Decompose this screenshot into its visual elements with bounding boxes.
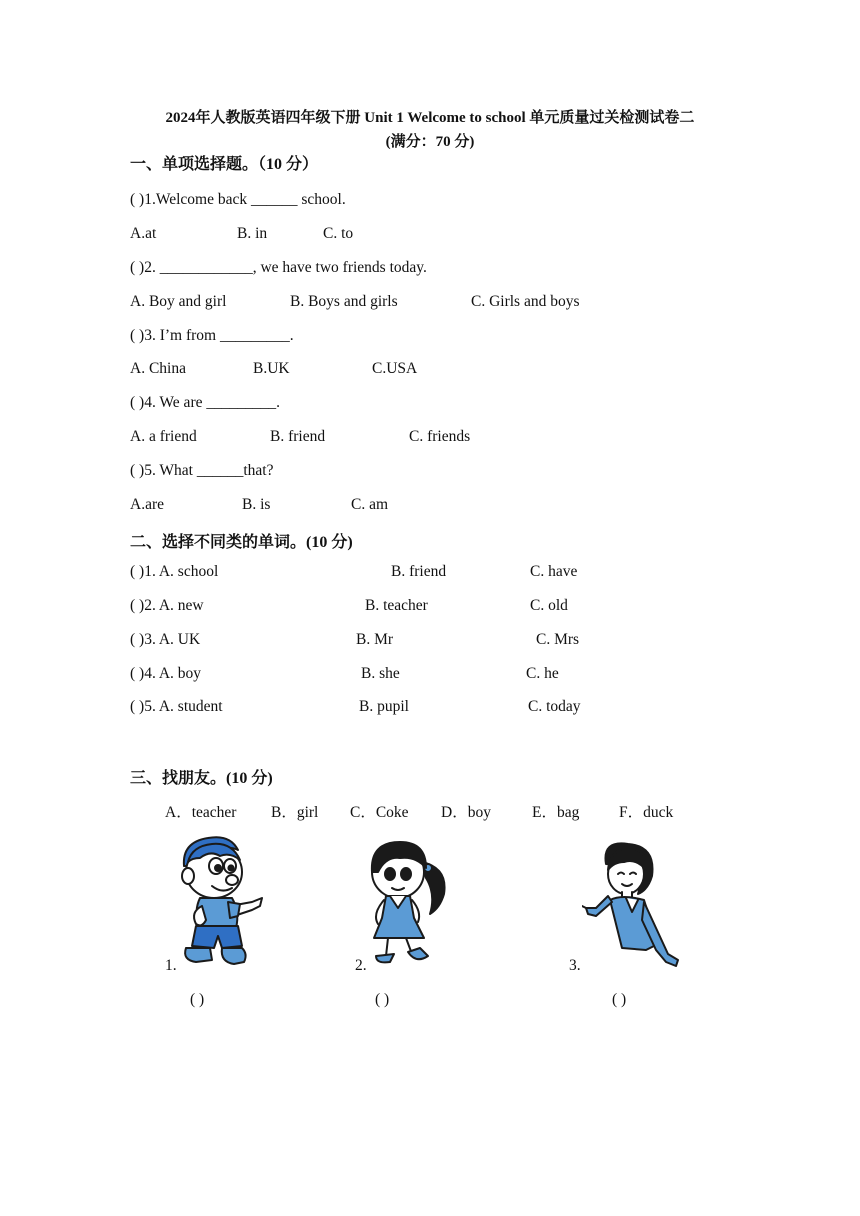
teacher-picture: [582, 840, 686, 970]
item-number: 1.: [165, 957, 177, 974]
option-b: B. teacher: [365, 597, 428, 614]
page-subtitle: (满分：70 分): [385, 134, 475, 150]
match-option: E．bag: [532, 804, 580, 821]
option-a: A.are: [130, 496, 164, 513]
option-c: C. have: [530, 563, 578, 580]
girl-picture: [364, 838, 450, 970]
option-b: B. friend: [391, 563, 447, 580]
question-stem: ( )2. ____________, we have two friends today.: [130, 259, 427, 276]
option-b: B. is: [242, 496, 271, 513]
option-c: C. today: [528, 698, 581, 715]
option-b: B. pupil: [359, 698, 409, 715]
match-option: C．Coke: [350, 804, 409, 821]
option-b: B. she: [361, 665, 400, 682]
question-stem: ( )3. I’m from _________.: [130, 327, 294, 344]
question-stem: ( )1.Welcome back ______ school.: [130, 191, 346, 208]
option-c: C.USA: [372, 360, 418, 377]
match-option: F．duck: [619, 804, 674, 821]
option-a: ( )1. A. school: [130, 563, 219, 580]
option-b: B. friend: [270, 428, 326, 445]
match-option: A．teacher: [165, 804, 237, 821]
option-c: C. old: [530, 597, 568, 614]
item-number: 2.: [355, 957, 367, 974]
option-b: B.UK: [253, 360, 290, 377]
option-a: A.at: [130, 225, 157, 242]
option-a: A. Boy and girl: [130, 293, 227, 310]
option-c: C. Girls and boys: [471, 293, 580, 310]
option-b: B. Boys and girls: [290, 293, 398, 310]
option-a: ( )5. A. student: [130, 698, 223, 715]
match-option: D．boy: [441, 804, 491, 821]
item-number: 3.: [569, 957, 581, 974]
option-c: C. to: [323, 225, 354, 242]
option-b: B. in: [237, 225, 268, 242]
question-stem: ( )4. We are _________.: [130, 394, 280, 411]
option-c: C. am: [351, 496, 389, 513]
match-option: B．girl: [271, 804, 319, 821]
option-b: B. Mr: [356, 631, 394, 648]
page-title: 2024年人教版英语四年级下册 Unit 1 Welcome to school 单元质量过关检测试卷二: [165, 110, 695, 126]
question-stem: ( )5. What ______that?: [130, 462, 274, 479]
part3-heading: 三、找朋友。(10 分): [130, 770, 273, 787]
option-a: ( )2. A. new: [130, 597, 204, 614]
part1-heading: 一、单项选择题。（10 分）: [130, 156, 319, 173]
option-a: A. a friend: [130, 428, 197, 445]
boy-picture: [172, 832, 268, 968]
option-a: A. China: [130, 360, 186, 377]
option-a: ( )3. A. UK: [130, 631, 201, 648]
option-c: C. he: [526, 665, 559, 682]
option-c: C. friends: [409, 428, 471, 445]
answer-blank[interactable]: ( ): [612, 991, 627, 1008]
answer-blank[interactable]: ( ): [375, 991, 390, 1008]
part2-heading: 二、选择不同类的单词。(10 分): [130, 534, 353, 551]
option-c: C. Mrs: [536, 631, 580, 648]
option-a: ( )4. A. boy: [130, 665, 202, 682]
answer-blank[interactable]: ( ): [190, 991, 205, 1008]
